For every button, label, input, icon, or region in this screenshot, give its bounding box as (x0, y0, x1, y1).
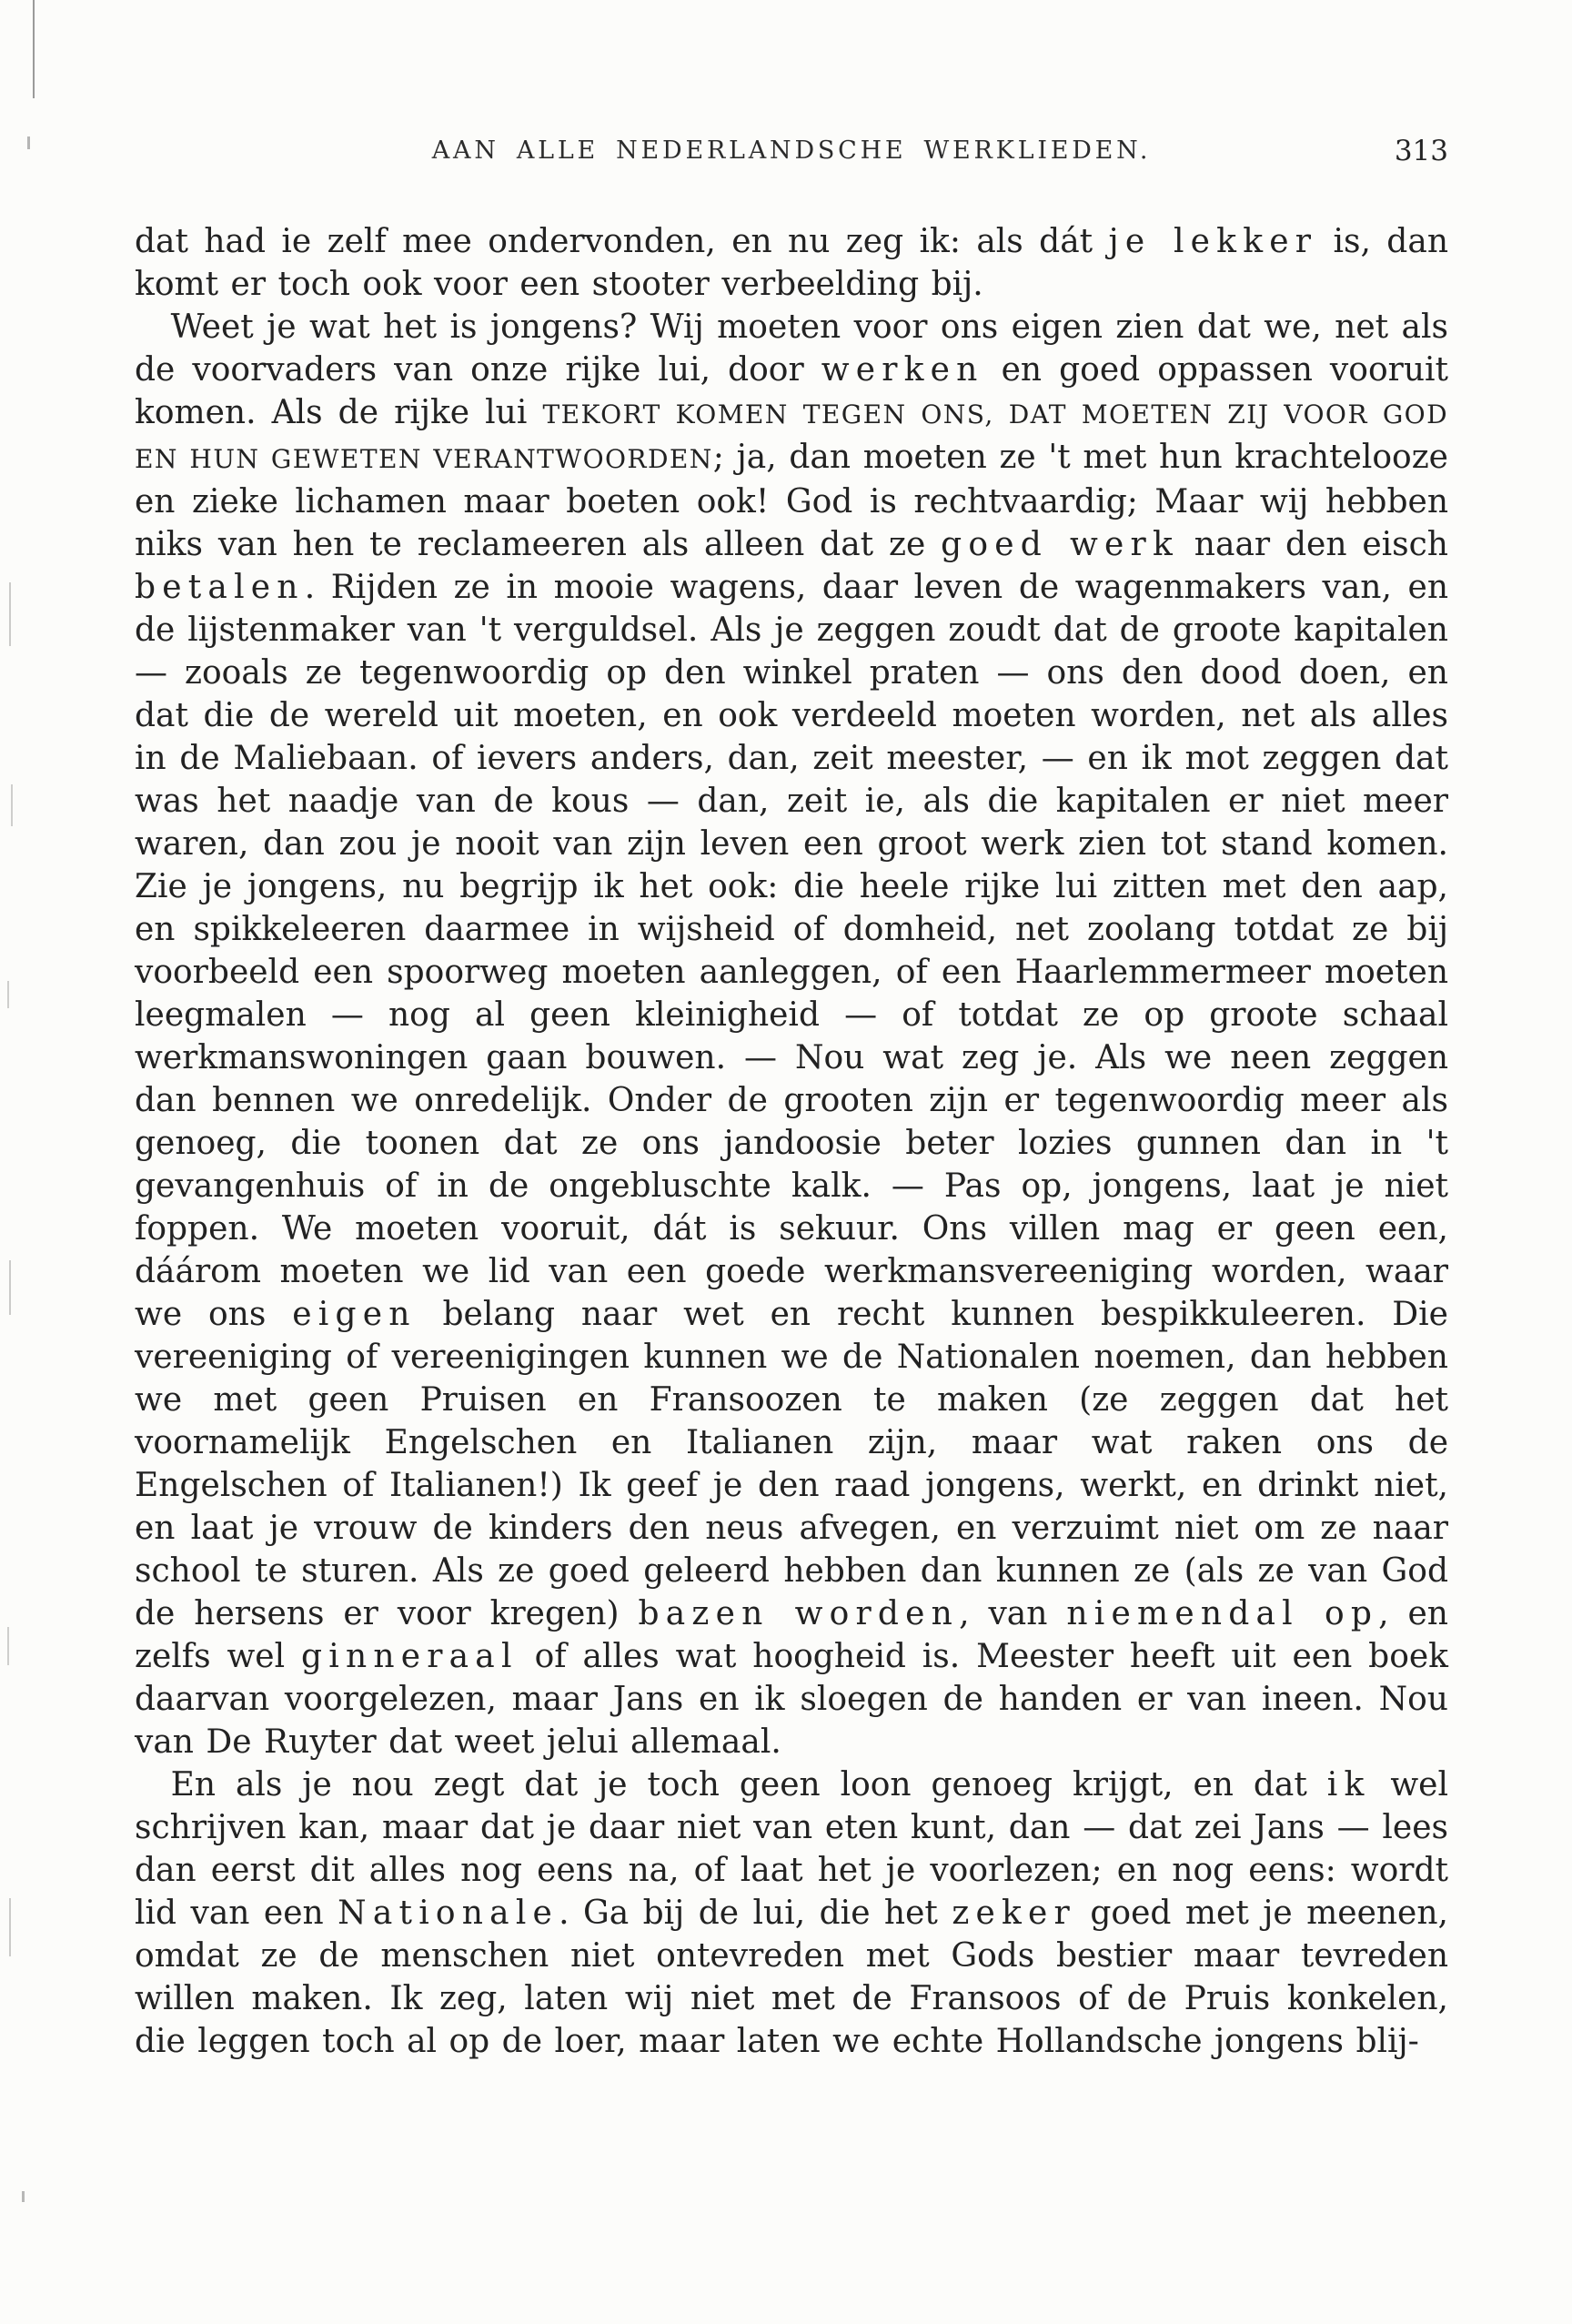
paragraph (135, 1763, 1448, 2063)
text-run: of alles wat hoogheid is. Meester heeft uit een boek daarvan voorgelezen, maar Jans en ik sloegen de handen er van ineen. Nou van De Ruyter dat weet jelui allemaal. (135, 1638, 1448, 1761)
emphasis-spaced-run: goed werk (941, 526, 1179, 563)
text-run: , van (959, 1595, 1067, 1632)
text-run: En als je nou zegt dat je toch geen loon genoeg krijgt, en dat (170, 1766, 1327, 1804)
text-run: dat had ie zelf mee ondervonden, en nu zeg ik: als dát (135, 223, 1109, 260)
text-run: en goed oppassen vooruit komen. Als de rijke lui (135, 351, 1448, 431)
scan-artifact (9, 1260, 11, 1315)
emphasis-spaced-run: zeker (952, 1895, 1076, 1932)
page-header (135, 136, 1448, 173)
emphasis-spaced-run: werken (821, 351, 984, 389)
page-body (135, 220, 1448, 2063)
scan-artifact (22, 2191, 25, 2202)
emphasis-spaced-run: je lekker (1108, 223, 1318, 260)
scan-artifact (33, 0, 35, 98)
emphasis-spaced-run: ginneraal (301, 1638, 519, 1675)
emphasis-spaced-run: bazen worden (638, 1595, 960, 1632)
smallcaps-run: TEKORT KOMEN TEGEN ONS, DAT MOETEN ZIJ VOOR GOD EN HUN GEWETEN VERANTWOORDEN (135, 399, 1449, 474)
text-run: goed met je meenen, omdat ze de menschen niet ontevreden met Gods bestier maar tevreden willen maken. Ik zeg, laten wij niet met de Fransoos of de Pruis konkelen, die leggen toch al op de loer, maar laten we echte Hollandsche jongens blij- (135, 1895, 1448, 2060)
scan-artifact (9, 582, 11, 646)
text-run: Weet je wat het is jongens? Wij moeten voor ons eigen zien dat we, net als de voorvaders van onze rijke lui, door (135, 308, 1448, 389)
text-run: . Ga bij de lui, die het (559, 1895, 952, 1932)
text-run: belang naar wet en recht kunnen bespikkuleeren. Die vereeniging of vereenigingen kunnen we de Nationalen noemen, dan hebben we met geen Pruisen en Fransoozen te maken (ze zeggen dat het voornamelijk Engelschen en Italianen zijn, maar wat raken ons de Engelschen of Italianen!) Ik geef je den raad jongens, werkt, en drinkt niet, en laat je vrouw de kinders den neus afvegen, en verzuimt niet om ze naar school te sturen. Als ze goed geleerd hebben dan kunnen ze (als ze van God de hersens er voor kregen) (135, 1296, 1448, 1632)
scan-artifact (11, 784, 13, 826)
text-run: , en zelfs wel (135, 1595, 1448, 1675)
emphasis-spaced-run: betalen (135, 569, 305, 606)
paragraph (135, 220, 1448, 306)
paragraph (135, 306, 1448, 1763)
text-run: . Rijden ze in mooie wagens, daar leven de wagenmakers van, en de lijstenmaker van 't verguldsel. Als je zeggen zoudt dat de groote kapitalen — zooals ze tegenwoordig op den winkel praten — ons den dood doen, en dat die de wereld uit moeten, en ook verdeeld moeten worden, net als alles in de Maliebaan. of ievers anders, dan, zeit meester, — en ik mot zeggen dat was het naadje van de kous — dan, zeit ie, als die kapitalen er niet meer waren, dan zou je nooit van zijn leven een groot werk zien tot stand komen. Zie je jongens, nu begrijp ik het ook: die heele rijke lui zitten met den aap, en spikkeleeren daarmee in wijsheid of domheid, net zoolang totdat ze bij voorbeeld een spoorweg moeten aanleggen, of een Haarlemmermeer moeten leegmalen — nog al geen kleinigheid — of totdat ze op groote schaal werkmanswoningen gaan bouwen. — Nou wat zeg je. Als we neen zeggen dan bennen we onredelijk. Onder de grooten zijn er tegenwoordig meer als genoeg, die toonen dat ze ons jandoosie beter lozies gunnen dan in 't gevangenhuis of in de ongebluschte kalk. — Pas op, jongens, laat je niet foppen. We moeten vooruit, dát is sekuur. Ons villen mag er geen een, dáárom moeten we lid van een goede werkmansvereeniging worden, waar we ons (135, 569, 1448, 1333)
scan-artifact (7, 981, 9, 1008)
emphasis-spaced-run: ik (1326, 1766, 1371, 1804)
emphasis-spaced-run: eigen (292, 1296, 417, 1333)
emphasis-spaced-run: niemendal op (1066, 1595, 1379, 1632)
text-run: is, dan komt er toch ook voor een stooter verbeelding bij. (135, 223, 1449, 303)
scan-artifact (7, 1627, 9, 1665)
page-number: 313 (1394, 135, 1448, 167)
scan-artifact (9, 1898, 11, 1956)
text-run: wel schrijven kan, maar dat je daar niet van eten kunt, dan — dat zei Jans — lees dan eerst dit alles nog eens na, of laat het je voorlezen; en nog eens: wordt lid van een (135, 1766, 1448, 1932)
text-run: naar den eisch (1178, 526, 1448, 563)
text-run: ; ja, dan moeten ze 't met hun krachtelooze en zieke lichamen maar boeten ook! God is rechtvaardig; Maar wij hebben niks van hen te reclameeren als alleen dat ze (135, 439, 1448, 563)
scan-artifact (27, 136, 30, 149)
emphasis-spaced-run: Nationale (338, 1895, 559, 1932)
running-header: AAN ALLE NEDERLANDSCHE WERKLIEDEN. (431, 136, 1152, 165)
